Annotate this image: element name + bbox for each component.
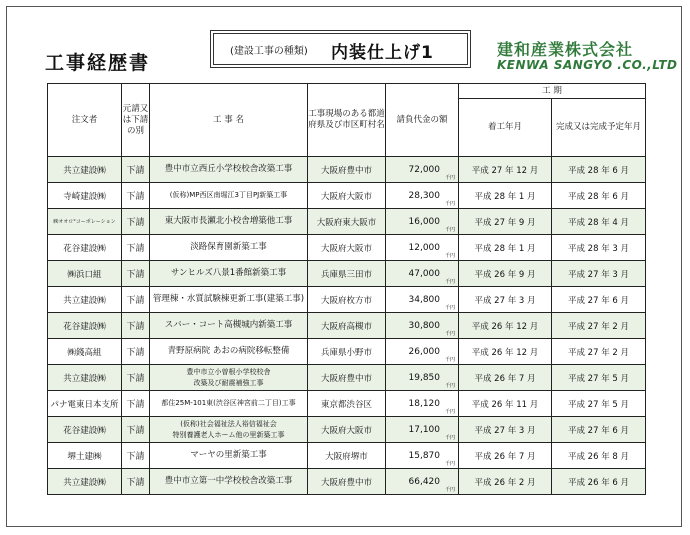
- start-date-cell: 平成 26 年 7 月: [459, 443, 552, 469]
- amount-cell: [386, 209, 459, 235]
- end-date-cell: 平成 27 年 5 月: [552, 365, 646, 391]
- client-cell: 共立建設㈱: [48, 469, 122, 495]
- location-cell: 大阪府豊中市: [308, 157, 386, 183]
- amount-value: 17,100: [408, 424, 440, 435]
- start-date-cell: 平成 27 年 3 月: [459, 287, 552, 313]
- location-cell: 大阪府高槻市: [308, 313, 386, 339]
- work-name-cell: 淡路保育園新築工事: [150, 235, 308, 261]
- location-cell: 大阪府東大阪市: [308, 209, 386, 235]
- client-cell: 共立建設㈱: [48, 287, 122, 313]
- client-cell: 花谷建設㈱: [48, 235, 122, 261]
- amount-unit: 千円: [444, 357, 455, 363]
- role-cell: 下請: [122, 365, 150, 391]
- table-row: [48, 339, 646, 365]
- role-cell: 下請: [122, 209, 150, 235]
- header-period: 工 期: [459, 84, 646, 99]
- role-cell: 下請: [122, 261, 150, 287]
- amount-unit: 千円: [444, 253, 455, 259]
- location-cell: 大阪府豊中市: [308, 469, 386, 495]
- work-name-cell: 東大阪市長瀬北小校舎増築他工事: [150, 209, 308, 235]
- work-name-cell: 豊中市立第一中学校校舎改築工事: [150, 469, 308, 495]
- construction-history-table: [47, 83, 646, 495]
- role-cell: 下請: [122, 417, 150, 443]
- amount-cell: [386, 313, 459, 339]
- amount-value: 47,000: [408, 268, 440, 279]
- amount-cell: [386, 183, 459, 209]
- location-cell: 兵庫県小野市: [308, 339, 386, 365]
- client-cell: ㈱錢高組: [48, 339, 122, 365]
- header-role: 元請又は下請の別: [122, 84, 150, 157]
- start-date-cell: 平成 26 年 12 月: [459, 313, 552, 339]
- role-cell: 下請: [122, 287, 150, 313]
- amount-unit: 千円: [444, 383, 455, 389]
- work-name-cell: 都住25M-101東(渋谷区神宮前二丁目)工事: [150, 391, 308, 417]
- client-cell: パナ電東日本支所: [48, 391, 122, 417]
- end-date-cell: 平成 27 年 5 月: [552, 391, 646, 417]
- end-date-cell: 平成 27 年 2 月: [552, 339, 646, 365]
- end-date-cell: 平成 27 年 2 月: [552, 313, 646, 339]
- location-cell: 大阪府堺市: [308, 443, 386, 469]
- start-date-cell: 平成 28 年 1 月: [459, 235, 552, 261]
- start-date-cell: 平成 26 年 2 月: [459, 469, 552, 495]
- role-cell: 下請: [122, 235, 150, 261]
- table-row: [48, 183, 646, 209]
- start-date-cell: 平成 27 年 9 月: [459, 209, 552, 235]
- location-cell: 大阪府枚方市: [308, 287, 386, 313]
- work-name-cell: 青野原病院 あおの病院移転整備: [150, 339, 308, 365]
- client-cell: ㈱浜口組: [48, 261, 122, 287]
- work-name-cell: 豊中市立小曽根小学校校舎 改築及び耐震補強工事: [150, 365, 308, 391]
- table-body: [48, 157, 646, 495]
- table-row: [48, 313, 646, 339]
- table-row: [48, 157, 646, 183]
- amount-cell: [386, 365, 459, 391]
- amount-cell: [386, 469, 459, 495]
- amount-value: 30,800: [408, 320, 440, 331]
- amount-value: 19,850: [408, 372, 440, 383]
- table-row: [48, 365, 646, 391]
- work-name-cell: スバー・コート高槻城内新築工事: [150, 313, 308, 339]
- amount-cell: [386, 417, 459, 443]
- header-start: 着工年月: [459, 99, 552, 157]
- amount-unit: 千円: [444, 279, 455, 285]
- amount-unit: 千円: [444, 227, 455, 233]
- end-date-cell: 平成 28 年 3 月: [552, 235, 646, 261]
- amount-cell: [386, 443, 459, 469]
- table-row: [48, 417, 646, 443]
- amount-value: 15,870: [408, 450, 440, 461]
- table-row: [48, 261, 646, 287]
- work-name-cell: 豊中市立西丘小学校校舎改築工事: [150, 157, 308, 183]
- client-cell: 共立建設㈱: [48, 365, 122, 391]
- amount-value: 28,300: [408, 190, 440, 201]
- amount-cell: [386, 391, 459, 417]
- amount-unit: 千円: [444, 487, 455, 493]
- amount-value: 26,000: [408, 346, 440, 357]
- end-date-cell: 平成 28 年 4 月: [552, 209, 646, 235]
- construction-type-label: (建設工事の種類): [230, 46, 308, 57]
- client-cell: 花谷建設㈱: [48, 417, 122, 443]
- client-cell: ㈱オオロ°コーポレーション: [48, 209, 122, 235]
- document-title: 工事経歴書: [45, 52, 151, 74]
- header-work: 工 事 名: [150, 84, 308, 157]
- start-date-cell: 平成 26 年 7 月: [459, 365, 552, 391]
- construction-type-box: [213, 33, 468, 65]
- amount-cell: [386, 339, 459, 365]
- amount-unit: 千円: [444, 305, 455, 311]
- amount-unit: 千円: [444, 331, 455, 337]
- role-cell: 下請: [122, 469, 150, 495]
- end-date-cell: 平成 27 年 6 月: [552, 417, 646, 443]
- amount-value: 34,800: [408, 294, 440, 305]
- work-name-cell: サンヒルズ八景1番館新築工事: [150, 261, 308, 287]
- end-date-cell: 平成 27 年 6 月: [552, 287, 646, 313]
- location-cell: 東京都渋谷区: [308, 391, 386, 417]
- location-cell: 大阪府大阪市: [308, 417, 386, 443]
- role-cell: 下請: [122, 157, 150, 183]
- start-date-cell: 平成 26 年 12 月: [459, 339, 552, 365]
- start-date-cell: 平成 27 年 3 月: [459, 417, 552, 443]
- header-client: 注文者: [48, 84, 122, 157]
- end-date-cell: 平成 26 年 6 月: [552, 469, 646, 495]
- role-cell: 下請: [122, 313, 150, 339]
- table-row: [48, 209, 646, 235]
- client-cell: 花谷建設㈱: [48, 313, 122, 339]
- start-date-cell: 平成 27 年 12 月: [459, 157, 552, 183]
- amount-unit: 千円: [444, 435, 455, 441]
- client-cell: 寺崎建設㈱: [48, 183, 122, 209]
- company-name-jp: 建和産業株式会社: [497, 40, 634, 59]
- end-date-cell: 平成 26 年 8 月: [552, 443, 646, 469]
- header-amount: 請負代金の額: [386, 84, 459, 157]
- start-date-cell: 平成 26 年 11 月: [459, 391, 552, 417]
- amount-unit: 千円: [444, 201, 455, 207]
- amount-cell: [386, 157, 459, 183]
- role-cell: 下請: [122, 443, 150, 469]
- location-cell: 大阪府大阪市: [308, 183, 386, 209]
- end-date-cell: 平成 28 年 6 月: [552, 183, 646, 209]
- work-name-cell: (仮称)社会福祉法人裕信福祉会 特別養護老人ホーム他の里新築工事: [150, 417, 308, 443]
- table-row: [48, 469, 646, 495]
- role-cell: 下請: [122, 339, 150, 365]
- amount-unit: 千円: [444, 461, 455, 467]
- work-name-cell: 管理棟・水質試験棟更新工事(建築工事): [150, 287, 308, 313]
- header-location: 工事現場のある都道府県及び市区町村名: [308, 84, 386, 157]
- amount-unit: 千円: [444, 175, 455, 181]
- amount-unit: 千円: [444, 409, 455, 415]
- location-cell: 大阪府豊中市: [308, 365, 386, 391]
- work-name-cell: (仮称)MP西区南堀江3丁目PJ新築工事: [150, 183, 308, 209]
- amount-value: 66,420: [408, 476, 440, 487]
- client-cell: 堺土建㈱: [48, 443, 122, 469]
- construction-type-value: 内装仕上げ1: [331, 43, 434, 63]
- table-row: [48, 235, 646, 261]
- company-name-en: KENWA SANGYO .CO.,LTD: [497, 58, 678, 72]
- amount-value: 18,120: [408, 398, 440, 409]
- amount-cell: [386, 235, 459, 261]
- header-end: 完成又は完成予定年月: [552, 99, 646, 157]
- role-cell: 下請: [122, 183, 150, 209]
- location-cell: 兵庫県三田市: [308, 261, 386, 287]
- start-date-cell: 平成 26 年 9 月: [459, 261, 552, 287]
- table-row: [48, 443, 646, 469]
- role-cell: 下請: [122, 391, 150, 417]
- location-cell: 大阪府大阪市: [308, 235, 386, 261]
- work-name-cell: マーヤの里新築工事: [150, 443, 308, 469]
- table-row: [48, 287, 646, 313]
- amount-value: 16,000: [408, 216, 440, 227]
- end-date-cell: 平成 28 年 6 月: [552, 157, 646, 183]
- start-date-cell: 平成 28 年 1 月: [459, 183, 552, 209]
- amount-cell: [386, 261, 459, 287]
- amount-cell: [386, 287, 459, 313]
- amount-value: 12,000: [408, 242, 440, 253]
- client-cell: 共立建設㈱: [48, 157, 122, 183]
- end-date-cell: 平成 27 年 3 月: [552, 261, 646, 287]
- table-row: [48, 391, 646, 417]
- amount-value: 72,000: [408, 164, 440, 175]
